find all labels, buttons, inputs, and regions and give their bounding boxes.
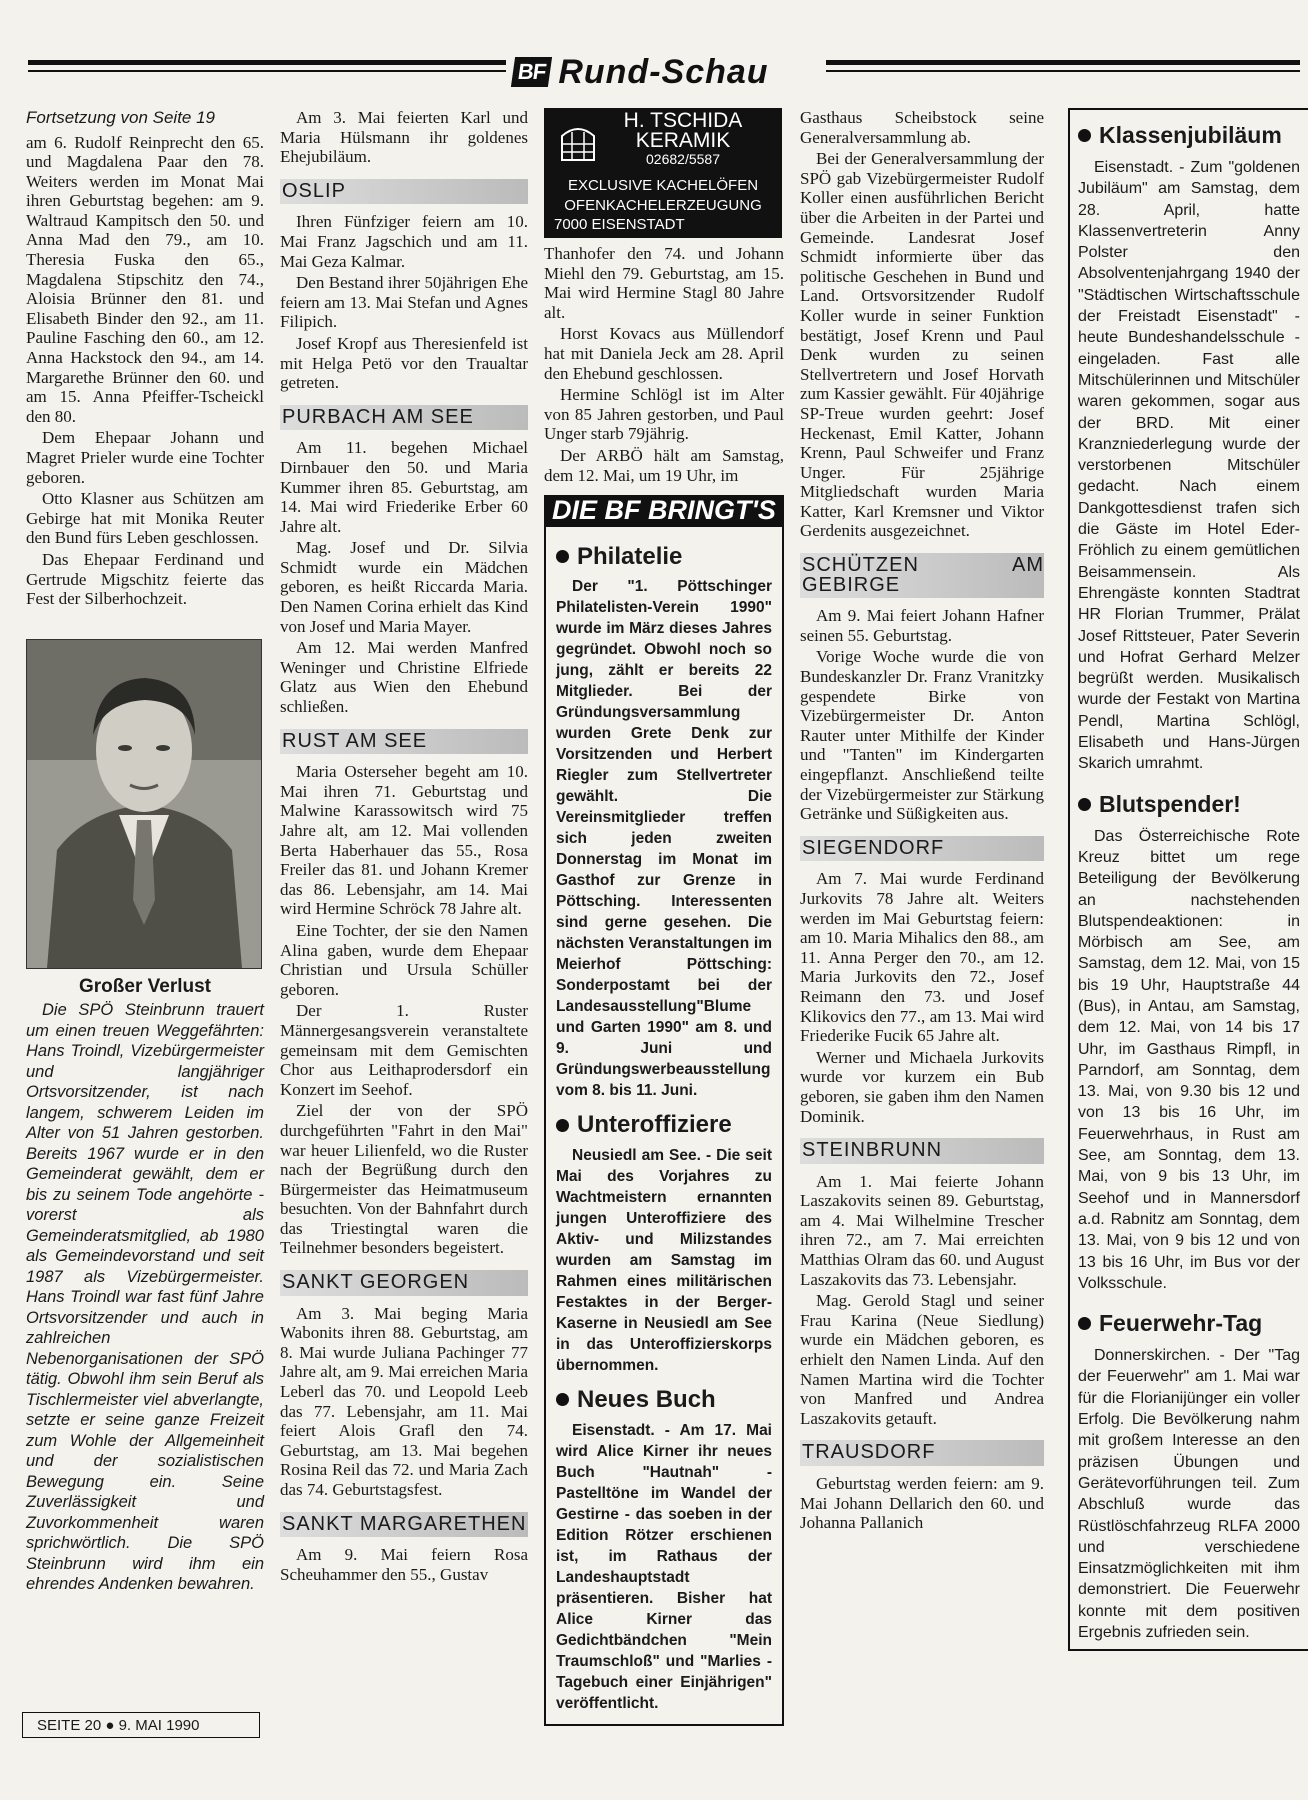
paragraph: Bei der Generalversammlung der SPÖ gab Vizebürgermeister Rudolf Koller einen ausführlichen Bericht über die Arbeiten in der Partei und Gemeinde. Landesrat Josef Schmidt informierte über das politische Geschehen in Bund und Land. Ortsvorsitzender Rudolf Koller wurde in seiner Funktion bestätigt, Josef Krenn und Paul Denk wurden zu seinen Stellvertretern und Josef Horvath zum Kassier gewählt. Für 40jährige SP-Treue wurden geehrt: Josef Heckenast, Emil Katter, Johann Krenn, Paul Schweifer und Franz Unger. Für 25jährige Mitgliedschaft wurden Maria Katter, Karl Kremsner und Viktor Gerdenits ausgezeichnet. [800,149,1044,541]
paragraph: Horst Kovacs aus Müllendorf hat mit Daniela Jeck am 28. April den Ehebund geschlossen. [544,324,784,383]
page-footer: SEITE 20 ● 9. MAI 1990 [22,1712,260,1738]
paragraph: Werner und Michaela Jurkovits wurde vor kurzem ein Bub geboren, sie gaben ihm den Namen Dominik. [800,1047,1044,1126]
paragraph: Am 7. Mai wurde Ferdinand Jurkovits 78 Jahre alt. Weiters werden im Mai Geburtstag feiern: am 10. Maria Mihalics den 88., am 11. Anna Perger den 70., am 12. Maria Jurkovits den 72., Josef Reimann den 73. und Josef Klikovics den 77., am 13. Mai wird Friederike Fucik 65 Jahre alt. [800,869,1044,1046]
paragraph: Geburtstag werden feiern: am 9. Mai Johann Dellarich den 60. und Johanna Pallanich [800,1474,1044,1533]
paragraph: am 6. Rudolf Reinprecht den 65. und Magdalena Paar den 78. Weiters werden im Monat Mai ihren Geburtstag begehen: am 9. Waltraud Kampitsch den 50. und Anna Mad den 79., am 10. Theresia Fuska den 65., Magdalena Stipschitz den 74., Aloisia Brünner den 81. und Elisabeth Binder den 92., am 11. Pauline Fasching den 60., am 12. Anna Hackstock den 94., am 14. Margarethe Brünner den 60. und am 15. Anna Pfeiffer-Tscheickl den 80. [26,132,264,426]
paragraph: Thanhofer den 74. und Johann Miehl den 79. Geburtstag, am 15. Mai wird Hermine Stagl 80 Jahre alt. [544,244,784,322]
paragraph: Am 3. Mai beging Maria Wabonits ihren 88. Geburtstag, am 8. Mai wurde Juliana Pachinger 77 Jahre alt, am 9. Mai erreichen Maria Leberl das 70. und Leopold Leeb das 77. Lebensjahr, am 11. Mai feiert Alois Grafl den 74. Geburtstag, am 13. Mai begehen Rosina Reil das 72. und Maria Zach das 74. Geburtstagsfest. [280,1303,528,1499]
paragraph: Maria Osterseher begeht am 10. Mai ihren 71. Geburtstag und Malwine Karassowitsch wird 75 Jahre alt, am 12. Mai vollenden Berta Haberhauer das 55., Rosa Freiler das 81. und Johann Kremer das 86. Lebensjahr, am 14. Mai wird Hermine Schröck 78 Jahre alt. [280,762,528,919]
ad-line: EXCLUSIVE KACHELÖFEN [567,177,759,194]
paragraph: Vorige Woche wurde die von Bundeskanzler Dr. Franz Vranitzky gespendete Birke von Vizebürgermeister Dr. Anton Rauter unter Mithilfe der Kinder und "Tanten" im Kindergarten eingepflanzt. Anschließend teilte der Vizebürgermeister zur Stärkung Getränke und Süßigkeiten aus. [800,647,1044,824]
item-text [556,576,772,1101]
item-heading [1078,1310,1300,1337]
paragraph: Eine Tochter, der sie den Namen Alina gaben, wurde dem Ehepaar Christian und Ursula Schüller geboren. [280,920,528,999]
paragraph: Das Ehepaar Ferdinand und Gertrude Migschitz feierte das Fest der Silberhochzeit. [26,549,264,609]
ad-phone: 02682/5587 [646,151,720,168]
stove-icon [556,120,600,164]
item-heading [556,1385,772,1413]
paragraph: Mag. Josef und Dr. Silvia Schmidt wurde ein Mädchen geboren, es heißt Riccarda Maria. Den Namen Corina erhielt das Kind von Josef und Maria Mayer. [280,538,528,636]
item-text [556,1145,772,1376]
section-heading: SIEGENDORF [800,836,1044,862]
paragraph: Den Bestand ihrer 50jährigen Ehe feiern am 13. Mai Stefan und Agnes Filipich. [280,273,528,332]
section-heading: SCHÜTZEN AM GEBIRGE [800,553,1044,598]
item-title: Neues Buch [577,1385,716,1413]
caption-text: Die SPÖ Steinbrunn trauert um einen treuen Weggefährten: Hans Troindl, Vizebürgermeister und langjähriger Ortsvorsitzender, ist nach langem, schwerem Leiden im Alter von 51 Jahren gestorben. Bereits 1967 wurde er in den Gemeinderat gewählt, dem er bis zu seinem Tode angehörte - vorerst als Gemeinderatsmitglied, ab 1980 als Gemeindevorstand und seit 1987 als Vizebürgermeister. Hans Troindl war fast fünf Jahre Ortsvorsitzender und auch in zahlreichen Nebenorganisationen der SPÖ tätig. Obwohl ihm sein Beruf als Tischlermeister viel abverlangte, setzte er seine ganze Freizeit zum Wohle der Allgemeinheit und der sozialistischen Bewegung ein. Seine Zuverlässigkeit und Zuvorkommenheit waren sprichwörtlich. Die SPÖ Steinbrunn wird ihm ein ehrendes Andenken bewahren. [26,1001,264,1594]
bullet-icon [556,550,569,563]
caption-title: Großer Verlust [79,975,211,997]
item-paragraph: Eisenstadt. - Zum "goldenen Jubiläum" am Samstag, dem 28. April, hatte Klassenvertreterin Anny Polster den Absolventenjahrgang 1940 der "Städtischen Wirtschaftsschule der Freistadt Eisenstadt" - heute Bundeshandelsschule - eingeladen. Fast alle Mitschülerinnen und Mitschüler waren gekommen, sogar aus der BRD. Mit einer Kranzniederlegung wurde der verstorbenen Mitschüler gedacht. Nach einem Dankgottesdienst trafen sich die Gäste im Hotel Eder-Fröhlich zu einem gemütlichen Beisammensein. Als Ehrengäste konnten Stadtrat HR Florian Trummer, Prälat Josef Rittsteuer, Pater Severin und Hofrat Gerhard Melzer begrüßt werden. Musikalisch wurde der Festakt von Martina Pendl, Martina Schlögl, Elisabeth und Hans-Jürgen Skarich umrahmt. [1078,159,1300,773]
item-title: Philatelie [577,542,683,570]
die-bf-bringts-header: DIE BF BRINGT'S [544,495,784,527]
section-heading: STEINBRUNN [800,1138,1044,1164]
item-title: Unteroffiziere [577,1111,732,1139]
paragraph: Ihren Fünfziger feiern am 10. Mai Franz Jagschich und am 11. Mai Geza Kalmar. [280,212,528,271]
bullet-icon [1078,798,1091,811]
paragraph: Am 9. Mai feiern Rosa Scheuhammer den 55., Gustav [280,1545,528,1584]
die-bf-bringts-box [544,527,784,1726]
section-heading: TRAUSDORF [800,1440,1044,1466]
ad-line: OFENKACHELERZEUGUNG [564,196,762,214]
header-rule-left [28,60,506,65]
item-title: Feuerwehr-Tag [1099,1310,1263,1337]
ad-business: KERAMIK [635,128,731,152]
item-paragraph: Neusiedl am See. - Die seit Mai des Vorjahres zu Wachtmeistern ernannten jungen Unteroffiziere des Aktiv- und Milizstandes wurden am Samstag im Rahmen eines militärischen Festaktes in der Berger-Kaserne in Neusiedl am See in das Unteroffizierskorps übernommen. [556,1146,772,1374]
paragraph: Mag. Gerold Stagl und seiner Frau Karina (Neue Siedlung) wurde ein Mädchen geboren, es erhielt den Namen Linda. Auf den Namen Martina wird die Tochter von Manfred und Andrea Laszakovits getauft. [800,1291,1044,1428]
item-heading [1078,791,1300,818]
item-paragraph: Donnerskirchen. - Der "Tag der Feuerwehr" am 1. Mai war für die Florianijünger ein voller Erfolg. Die Bevölkerung nahm mit großem Interesse an den präzisen Übungen und Gerätevorführungen teil. Zum Abschluß wurde das Rüstlöschfahrzeug RLFA 2000 und verschiedene Einsatzmöglichkeiten mit ihm demonstriert. Die Feuerwehr konnte mit dem positiven Ergebnis zufrieden sein. [1078,1347,1300,1641]
header-rule-left-thin [28,70,506,72]
paragraph: Am 3. Mai feierten Karl und Maria Hülsmann ihr goldenes Ehejubiläum. [280,108,528,167]
paragraph: Otto Klasner aus Schützen am Gebirge hat mit Monika Reuter den Bund fürs Leben geschlossen. [26,489,264,548]
column-2 [280,108,528,1584]
section-heading: RUST AM SEE [280,729,528,755]
item-title: Klassenjubiläum [1099,122,1282,148]
bullet-icon [556,1393,569,1406]
masthead [513,52,769,92]
paragraph: Am 9. Mai feiert Johann Hafner seinen 55. Geburtstag. [800,606,1044,645]
portrait-photo [26,639,262,969]
item-text [1078,826,1300,1295]
item-text [556,1420,772,1714]
item-heading [1078,122,1300,149]
paragraph: Ziel der von der SPÖ durchgeführten "Fahrt in den Mai" war heuer Lilienfeld, wo die Ruster nach der Begrüßung durch den Bürgermeister das Heimatmuseum besuchten. Von der Bahnfahrt durch das Triestingtal waren die Teilnehmer besonders begeistert. [280,1101,528,1258]
section-heading: SANKT GEORGEN [280,1270,528,1296]
paragraph: Josef Kropf aus Theresienfeld ist mit Helga Petö vor den Traualtar getreten. [280,333,528,393]
item-paragraph: Das Österreichische Rote Kreuz bittet um rege Beteiligung der Bevölkerung an nachstehenden Blutspendeaktionen: in Mörbisch am See, am Samstag, dem 12. Mai, von 15 bis 19 Uhr, Hauptstraße 44 (Bus), in Antau, am Samstag, dem 12. Mai, von 14 bis 17 Uhr, im Gasthaus Rimpfl, in Parndorf, am Sonntag, dem 13. Mai, von 9.30 bis 12 und von 13 bis 16 Uhr, im Feuerwehrhaus, in Rust am See, am Sonntag, dem 13. Mai, von 9 bis 13 Uhr, im Seehof und in Mannersdorf a.d. Rabnitz am Sonntag, dem 13. Mai, von 9 bis 12 und von 13 bis 16 Uhr, im Bus vor der Volksschule. [1078,827,1300,1292]
paragraph: Am 1. Mai feierte Johann Laszakovits seinen 89. Geburtstag, am 4. Mai Wilhelmine Trescher ihren 72., am 7. Mai erreichten Matthias Olram das 60. und August Laszakovits das 73. Lebensjahr. [800,1171,1044,1289]
advertisement-tschida [544,108,782,238]
ad-name: H. TSCHIDA [623,109,743,133]
column-5-box [1068,108,1308,1651]
paragraph: Gasthaus Scheibstock seine Generalversammlung ab. [800,108,1044,147]
section-heading: SANKT MARGARETHEN [280,1512,528,1538]
item-heading [556,542,772,570]
item-paragraph: Eisenstadt. - Am 17. Mai wird Alice Kirner ihr neues Buch "Hautnah" - Pastelltöne im Wandel der Gestirne - das soeben in der Edition Rötzer erschienen ist, im Rathaus der Landeshauptstadt präsentieren. Bisher hat Alice Kirner das Gedichtbändchen "Mein Traumschloß" und "Marlies - Tagebuch einer Einjährigen" veröffentlicht. [556,1421,772,1712]
portrait-image [27,640,261,968]
column-4 [800,108,1044,1533]
paragraph: Der ARBÖ hält am Samstag, dem 12. Mai, um 19 Uhr, im [544,445,784,485]
item-text [1078,157,1300,775]
item-heading [556,1111,772,1139]
item-title: Blutspender! [1099,790,1241,817]
paragraph: Am 12. Mai werden Manfred Weninger und Christine Elfriede Glatz aus Wien den Ehebund schließen. [280,638,528,717]
ad-line: 7000 EISENSTADT [554,216,685,234]
column-1 [26,108,264,1595]
item-paragraph: Der "1. Pöttschinger Philatelisten-Verein 1990" wurde im März dieses Jahres gegründet. Obwohl noch so jung, zählt er bereits 22 Mitglieder. Bei der Gründungsversammlung wurden Grete Denk zur Vorsitzenden und Herbert Riegler zum Stellvertreter gewählt. Die Vereinsmitglieder treffen sich jeden zweiten Donnerstag im Monat im Gasthof zur Grenze in Pöttsching. Interessenten sind gerne gesehen. Die nächsten Veranstaltungen im Meierhof Pöttsching: Sonderpostamt bei der Landesausstellung"Blume und Garten 1990" am 8. und 9. Juni und Gründungswerbeausstellung vom 8. bis 11. Juni. [556,578,772,1100]
paragraph: Dem Ehepaar Johann und Magret Prieler wurde eine Tochter geboren. [26,428,264,487]
paragraph: Am 11. begehen Michael Dirnbauer den 50. und Maria Kummer ihren 85. Geburtstag, am 14. Mai wird Friederike Erber 60 Jahre alt. [280,438,528,536]
paragraph: Der 1. Ruster Männergesangsverein veranstaltete gemeinsam mit dem Gemischten Chor aus Leithaprodersdorf ein Konzert im Seehof. [280,1001,528,1099]
header-rule-right-thin [826,70,1300,72]
section-heading: PURBACH AM SEE [280,405,528,431]
bullet-icon [1078,1317,1091,1330]
bf-logo: BF [511,57,553,87]
header-rule-right [826,60,1300,65]
bullet-icon [1078,129,1091,142]
item-text [1078,1345,1300,1643]
section-heading: OSLIP [280,179,528,205]
bullet-icon [556,1119,569,1132]
paragraph: Hermine Schlögl ist im Alter von 85 Jahren gestorben, und Paul Unger starb 79jährig. [544,385,784,444]
continued-note: Fortsetzung von Seite 19 [26,108,216,127]
column-3 [544,108,784,1726]
section-title: Rund-Schau [558,52,769,91]
